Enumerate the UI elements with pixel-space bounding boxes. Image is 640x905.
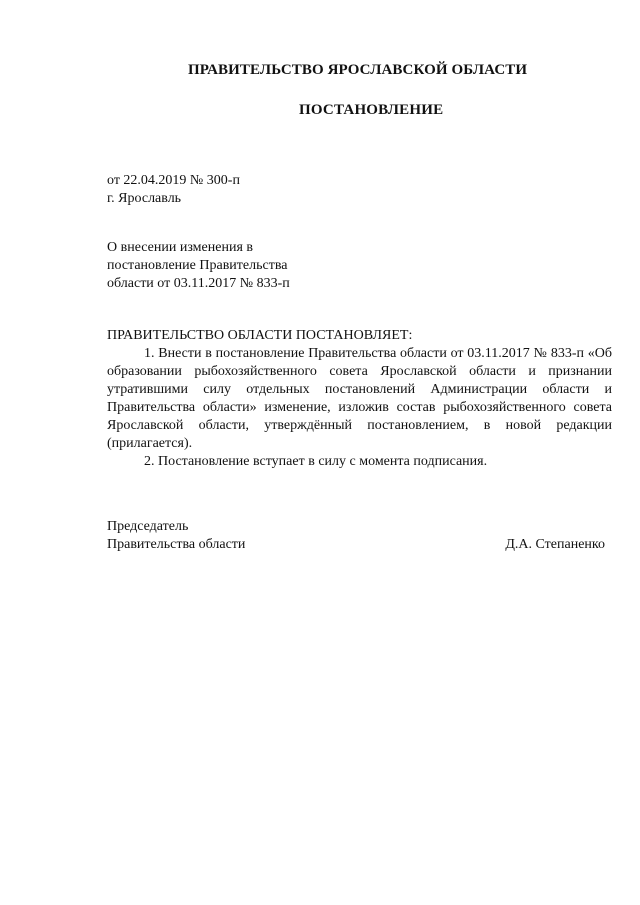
document-subject	[107, 239, 290, 293]
subject-line: области от 03.11.2017 № 833-п	[107, 276, 290, 291]
preamble: ПРАВИТЕЛЬСТВО ОБЛАСТИ ПОСТАНОВЛЯЕТ:	[107, 328, 413, 343]
subject-line: О внесении изменения в	[107, 240, 253, 255]
government-title: ПРАВИТЕЛЬСТВО ЯРОСЛАВСКОЙ ОБЛАСТИ	[188, 62, 528, 78]
document-body	[107, 327, 612, 471]
document-type-title: ПОСТАНОВЛЕНИЕ	[299, 102, 444, 118]
paragraph-2: 2. Постановление вступает в силу с момента подписания.	[144, 454, 488, 469]
city: г. Ярославль	[107, 191, 182, 206]
paragraph-1: 1. Внести в постановление Правительства области от 03.11.2017 № 833-п «Об образовании рыбохозяйственного совета Ярославской области и признании утратившими силу отдельных постановлений Администрации области и Правительства области» изменение, изложив состав рыбохозяйственного совета Ярославской области, утверждённый постановлением, в новой редакции (прилагается).	[107, 346, 612, 451]
signatory-position-line-1: Председатель	[107, 519, 189, 534]
signatory-position-line-2: Правительства области	[107, 537, 246, 552]
signature-block	[107, 518, 605, 554]
signature-row	[107, 536, 605, 554]
date-number: от 22.04.2019 № 300-п	[107, 173, 240, 188]
document-meta	[107, 172, 240, 208]
signatory-name: Д.А. Степаненко	[505, 537, 605, 552]
subject-line: постановление Правительства	[107, 258, 288, 273]
